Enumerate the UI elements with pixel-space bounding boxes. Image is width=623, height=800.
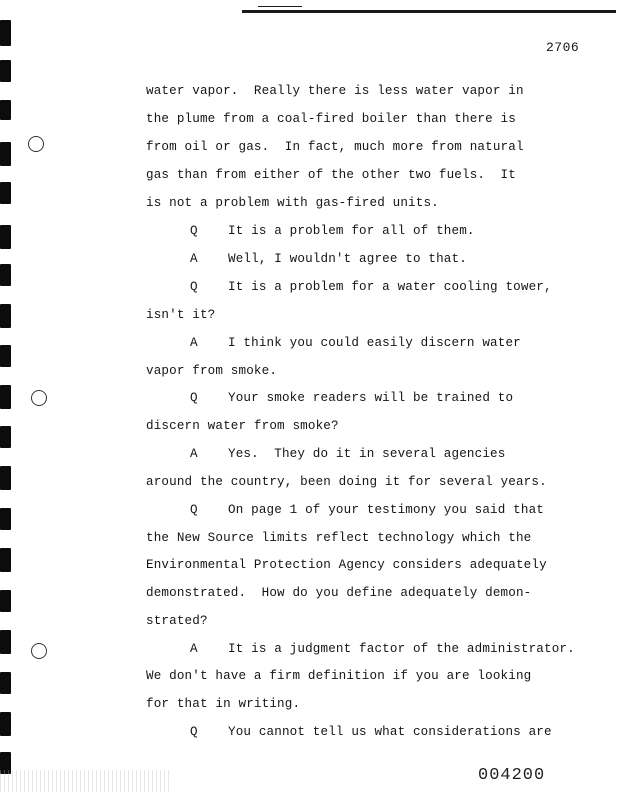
speaker-label: Q xyxy=(190,503,198,517)
binding-hole xyxy=(0,426,11,448)
text-line: isn't it? xyxy=(146,308,216,322)
speaker-label: Q xyxy=(190,280,198,294)
text-line: demonstrated. How do you define adequately demon- xyxy=(146,586,532,600)
scan-noise xyxy=(0,770,170,792)
text-line: Yes. They do it in several agencies xyxy=(228,447,506,461)
binding-hole xyxy=(0,264,11,286)
binding-hole xyxy=(0,60,11,82)
speaker-label: Q xyxy=(190,725,198,739)
punch-ring-icon xyxy=(28,136,44,152)
text-line: You cannot tell us what considerations are xyxy=(228,725,552,739)
punch-ring-icon xyxy=(31,390,47,406)
binding-hole xyxy=(0,508,11,530)
top-rule xyxy=(242,10,616,13)
binding-hole xyxy=(0,304,11,328)
text-line: I think you could easily discern water xyxy=(228,336,521,350)
document-stamp-number: 004200 xyxy=(478,766,546,785)
binding-hole xyxy=(0,590,11,612)
text-line: On page 1 of your testimony you said that xyxy=(228,503,545,517)
binding-hole xyxy=(0,20,11,46)
binding-hole xyxy=(0,466,11,490)
text-line: for that in writing. xyxy=(146,697,301,711)
text-line: the plume from a coal-fired boiler than there is xyxy=(146,112,516,126)
binding-hole xyxy=(0,182,11,204)
text-line: Well, I wouldn't agree to that. xyxy=(228,252,467,266)
speaker-label: A xyxy=(190,642,198,656)
page-number: 2706 xyxy=(546,40,580,55)
binding-hole xyxy=(0,142,11,166)
binding-hole xyxy=(0,548,11,572)
text-line: It is a judgment factor of the administrator. xyxy=(228,642,575,656)
binding-hole xyxy=(0,712,11,736)
speaker-label: Q xyxy=(190,224,198,238)
binding-hole xyxy=(0,345,11,367)
binding-hole xyxy=(0,100,11,120)
binding-hole xyxy=(0,672,11,694)
binding-hole xyxy=(0,385,11,409)
text-line: It is a problem for all of them. xyxy=(228,224,475,238)
text-line: around the country, been doing it for several years. xyxy=(146,475,547,489)
text-line: the New Source limits reflect technology which the xyxy=(146,531,532,545)
punch-ring-icon xyxy=(31,643,47,659)
text-line: strated? xyxy=(146,614,208,628)
text-line: vapor from smoke. xyxy=(146,364,278,378)
speaker-label: A xyxy=(190,252,198,266)
speaker-label: A xyxy=(190,447,198,461)
text-line: gas than from either of the other two fuels. It xyxy=(146,168,516,182)
text-line: It is a problem for a water cooling tower, xyxy=(228,280,552,294)
text-line: from oil or gas. In fact, much more from natural xyxy=(146,140,524,154)
speaker-label: A xyxy=(190,336,198,350)
binding-holes xyxy=(0,0,40,800)
text-line: Your smoke readers will be trained to xyxy=(228,391,514,405)
text-line: water vapor. Really there is less water vapor in xyxy=(146,84,524,98)
binding-hole xyxy=(0,630,11,654)
top-rule-short xyxy=(258,6,302,7)
text-line: is not a problem with gas-fired units. xyxy=(146,196,439,210)
speaker-label: Q xyxy=(190,391,198,405)
text-line: Environmental Protection Agency considers adequately xyxy=(146,558,547,572)
text-line: discern water from smoke? xyxy=(146,419,339,433)
text-line: We don't have a firm definition if you are looking xyxy=(146,669,532,683)
binding-hole xyxy=(0,225,11,249)
